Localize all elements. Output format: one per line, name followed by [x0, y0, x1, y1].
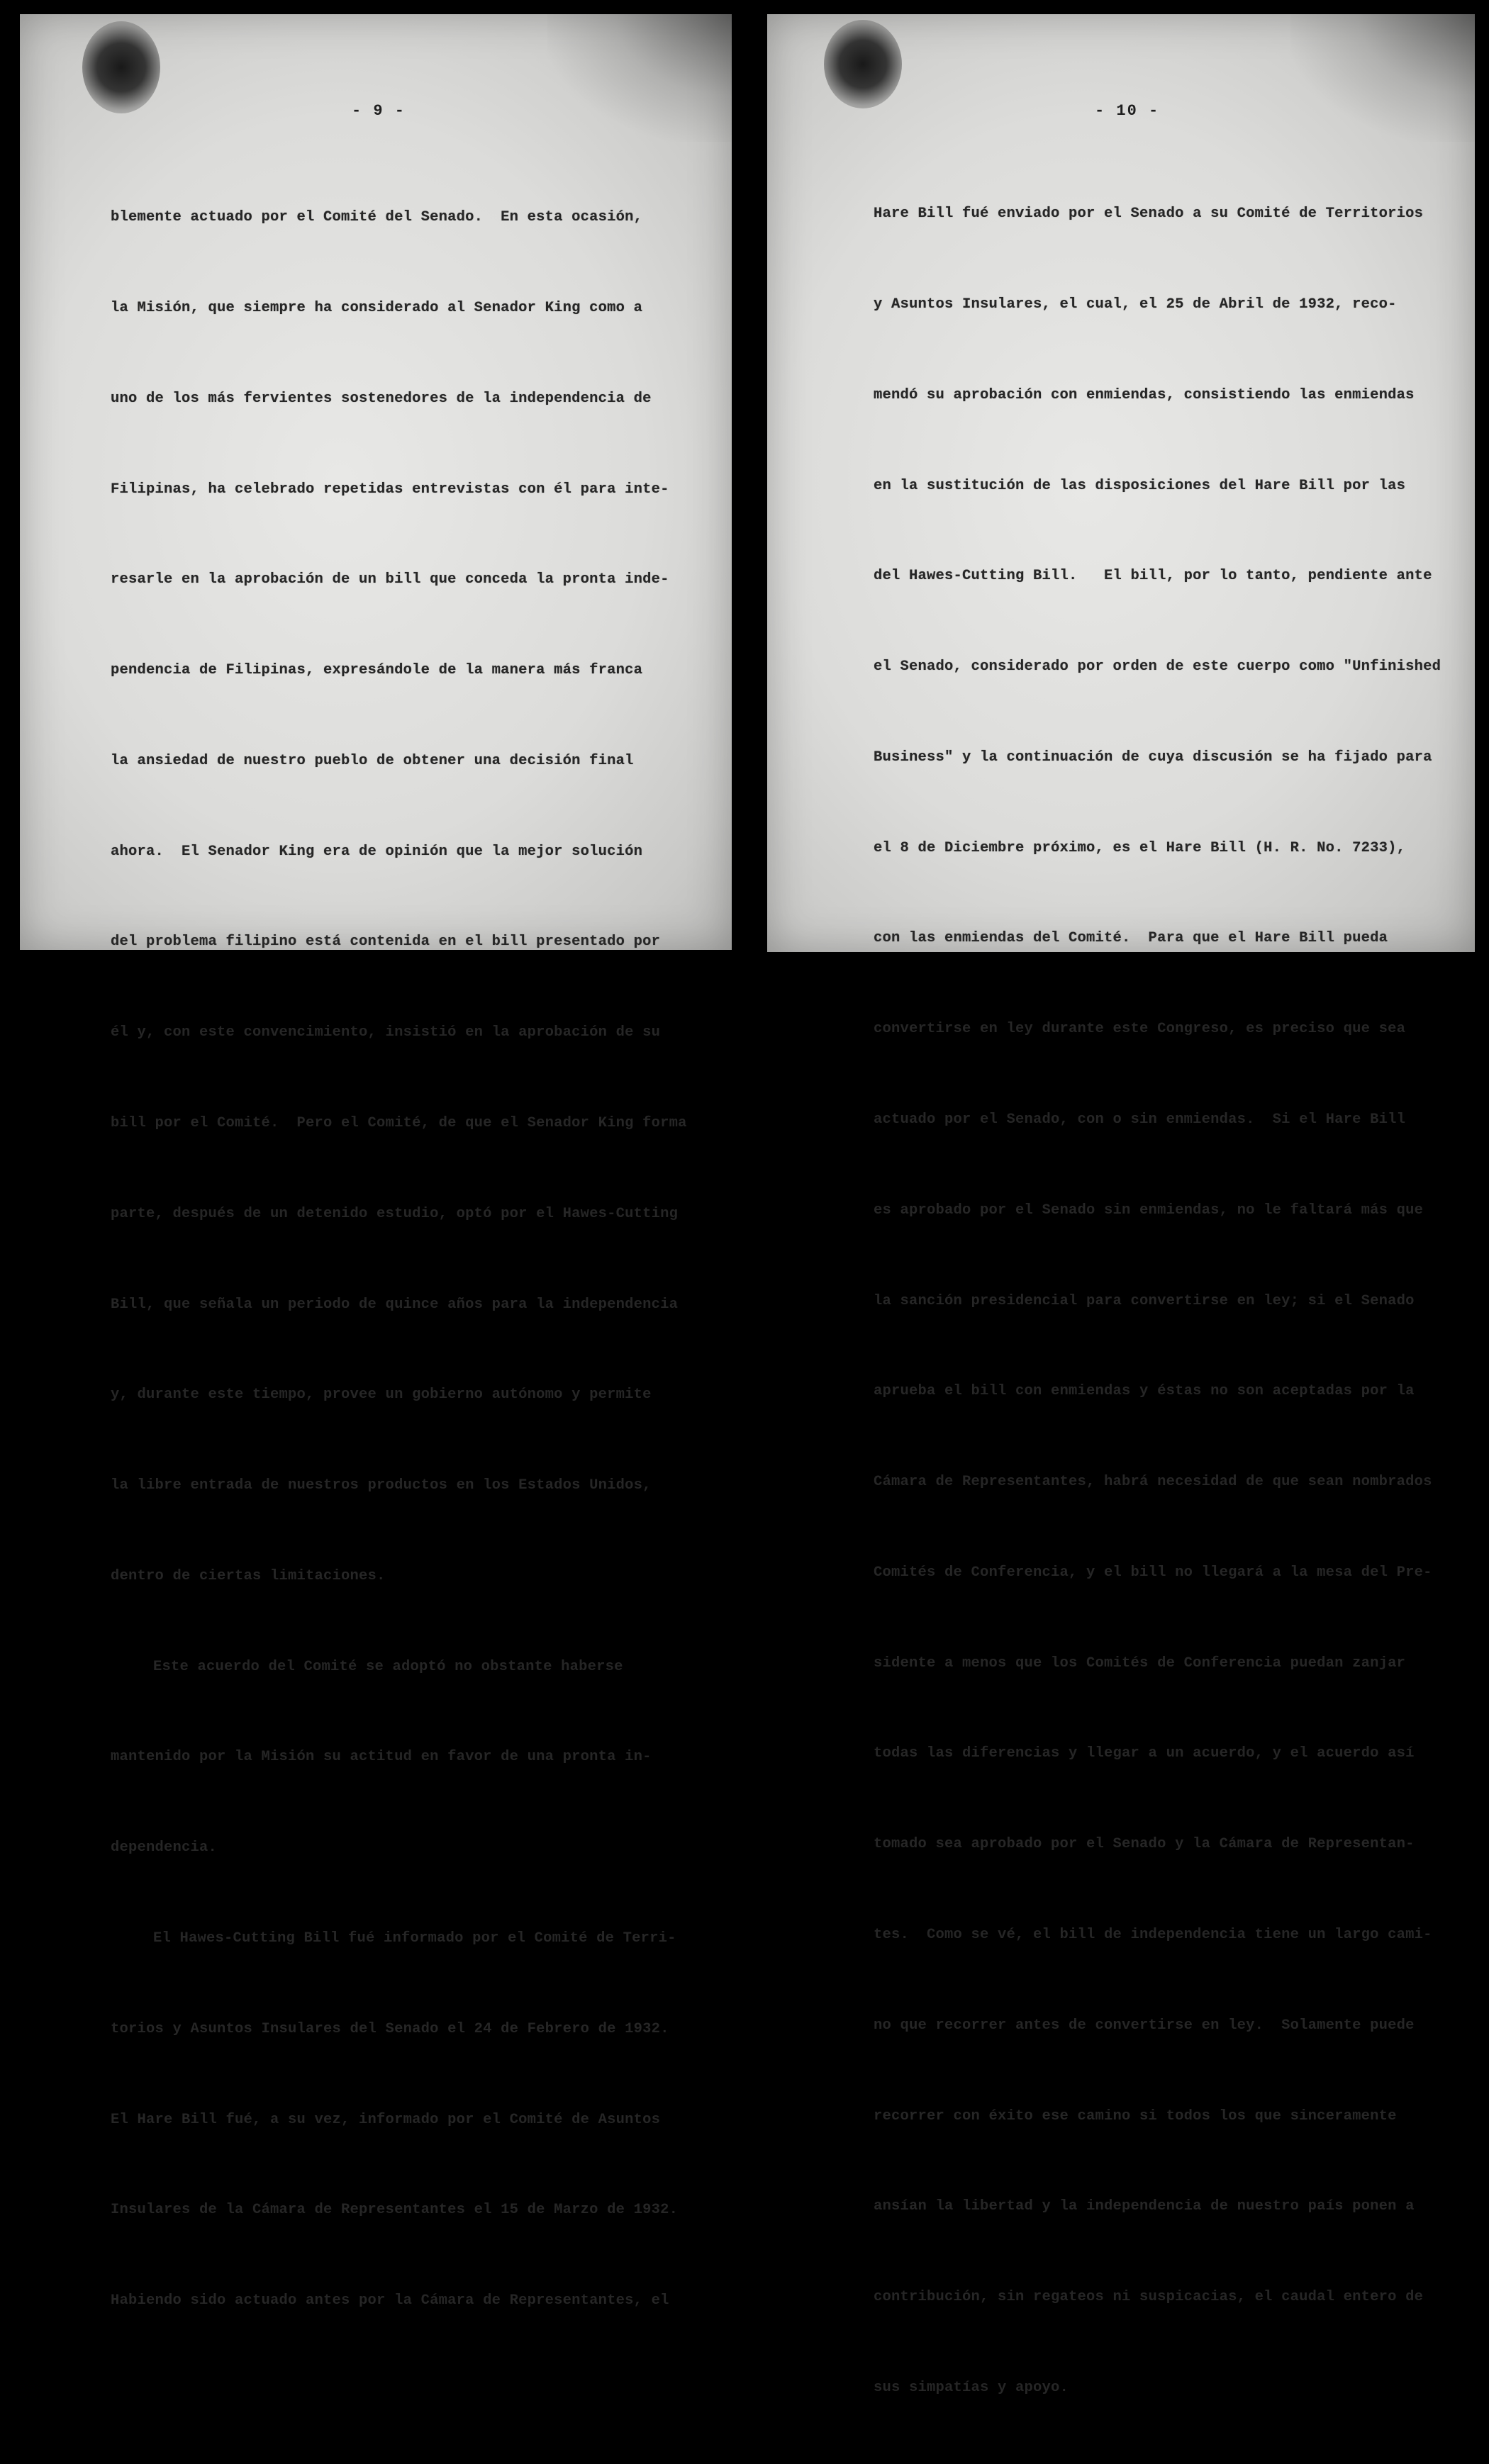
text-line: Este acuerdo del Comité se adoptó no obstante haberse	[153, 1658, 623, 1675]
text-line: el Senado, considerado por orden de este cuerpo como "Unfinished	[874, 659, 1441, 676]
text-line: todas las diferencias y llegar a un acuerdo, y el acuerdo así	[874, 1745, 1415, 1762]
text-line: ahora. El Senador King era de opinión que la mejor solución	[111, 843, 643, 860]
text-line: tomado sea aprobado por el Senado y la Cámara de Representan-	[874, 1836, 1415, 1853]
document-page-right	[767, 14, 1475, 2396]
text-line: recorrer con éxito ese camino si todos los que sinceramente	[874, 2107, 1397, 2124]
text-line: tes. Como se vé, el bill de independencia tiene un largo cami-	[874, 1927, 1432, 1944]
text-line: Habiendo sido actuado antes por la Cámara de Representantes, el	[111, 2292, 669, 2309]
text-line: es aprobado por el Senado sin enmiendas, no le faltará más que	[874, 1202, 1424, 1219]
text-line: mantenido por la Misión su actitud en favor de una pronta in-	[111, 1749, 652, 1766]
text-line: El Hare Bill fué, a su vez, informado por el Comité de Asuntos	[111, 2111, 661, 2128]
text-line: del problema filipino está contenida en el bill presentado por	[111, 934, 661, 951]
corner-shadow	[547, 14, 732, 142]
text-line: Cámara de Representantes, habrá necesidad de que sean nombrados	[874, 1474, 1432, 1491]
page-number: - 10 -	[1095, 102, 1160, 120]
text-line: resarle en la aprobación de un bill que conceda la pronta inde-	[111, 571, 669, 588]
document-page-left	[20, 14, 732, 2309]
text-line: bill por el Comité. Pero el Comité, de que el Senador King forma	[111, 1115, 687, 1131]
text-line: actuado por el Senado, con o sin enmiendas. Si el Hare Bill	[874, 1111, 1406, 1128]
ink-blot	[82, 21, 160, 113]
text-line: contribución, sin regateos ni suspicacias, el caudal entero de	[874, 2289, 1424, 2306]
page-number: - 9 -	[352, 102, 406, 120]
text-line: y Asuntos Insulares, el cual, el 25 de Abril de 1932, reco-	[874, 296, 1397, 313]
text-line: sus simpatías y apoyo.	[874, 2379, 1069, 2396]
text-line: mendó su aprobación con enmiendas, consistiendo las enmiendas	[874, 386, 1415, 403]
text-line: dependencia.	[111, 1839, 218, 1857]
text-line: Business" y la continuación de cuya discusión se ha fijado para	[874, 749, 1432, 766]
text-line: parte, después de un detenido estudio, optó por el Hawes-Cutting	[111, 1205, 679, 1222]
text-line: con las enmiendas del Comité. Para que el Hare Bill pueda	[874, 930, 1388, 947]
text-line: convertirse en ley durante este Congreso, es preciso que sea	[874, 1021, 1406, 1038]
text-line: la Misión, que siempre ha considerado al Senador King como a	[111, 299, 643, 316]
text-line: torios y Asuntos Insulares del Senado el 24 de Febrero de 1932.	[111, 2020, 669, 2037]
text-line: dentro de ciertas limitaciones.	[111, 1567, 386, 1584]
page-body-text	[874, 139, 1441, 2464]
text-line: la ansiedad de nuestro pueblo de obtener una decisión final	[111, 752, 634, 769]
text-line: él y, con este convencimiento, insistió en la aprobación de su	[111, 1024, 661, 1041]
text-line: la sanción presidencial para convertirse en ley; si el Senado	[874, 1292, 1415, 1309]
text-line: Comités de Conferencia, y el bill no llegará a la mesa del Pre-	[874, 1564, 1432, 1581]
text-line: sidente a menos que los Comités de Conferencia puedan zanjar	[874, 1654, 1406, 1671]
text-line: del Hawes-Cutting Bill. El bill, por lo tanto, pendiente ante	[874, 568, 1432, 585]
text-line: uno de los más fervientes sostenedores de la independencia de	[111, 390, 652, 407]
page-body-text	[111, 142, 687, 2377]
text-line: pendencia de Filipinas, expresándole de la manera más franca	[111, 662, 643, 679]
text-line: blemente actuado por el Comité del Senado. En esta ocasión,	[111, 209, 643, 226]
text-line: y, durante este tiempo, provee un gobierno autónomo y permite	[111, 1387, 652, 1404]
text-line: Bill, que señala un periodo de quince años para la independencia	[111, 1296, 679, 1313]
text-line: El Hawes-Cutting Bill fué informado por el Comité de Terri-	[153, 1930, 676, 1947]
text-line: en la sustitución de las disposiciones del Hare Bill por las	[874, 477, 1406, 494]
text-line: el 8 de Diciembre próximo, es el Hare Bill (H. R. No. 7233),	[874, 839, 1406, 856]
text-line: Insulares de la Cámara de Representantes el 15 de Marzo de 1932.	[111, 2202, 679, 2219]
text-line: Hare Bill fué enviado por el Senado a su Comité de Territorios	[874, 206, 1424, 223]
corner-shadow	[1290, 14, 1475, 142]
text-line: no que recorrer antes de convertirse en ley. Solamente puede	[874, 2017, 1415, 2034]
ink-blot	[824, 20, 902, 108]
text-line: Filipinas, ha celebrado repetidas entrevistas con él para inte-	[111, 481, 669, 498]
text-line: la libre entrada de nuestros productos en los Estados Unidos,	[111, 1477, 652, 1494]
text-line: ansían la libertad y la independencia de nuestro país ponen a	[874, 2198, 1415, 2215]
text-line: aprueba el bill con enmiendas y éstas no son aceptadas por la	[874, 1383, 1415, 1400]
